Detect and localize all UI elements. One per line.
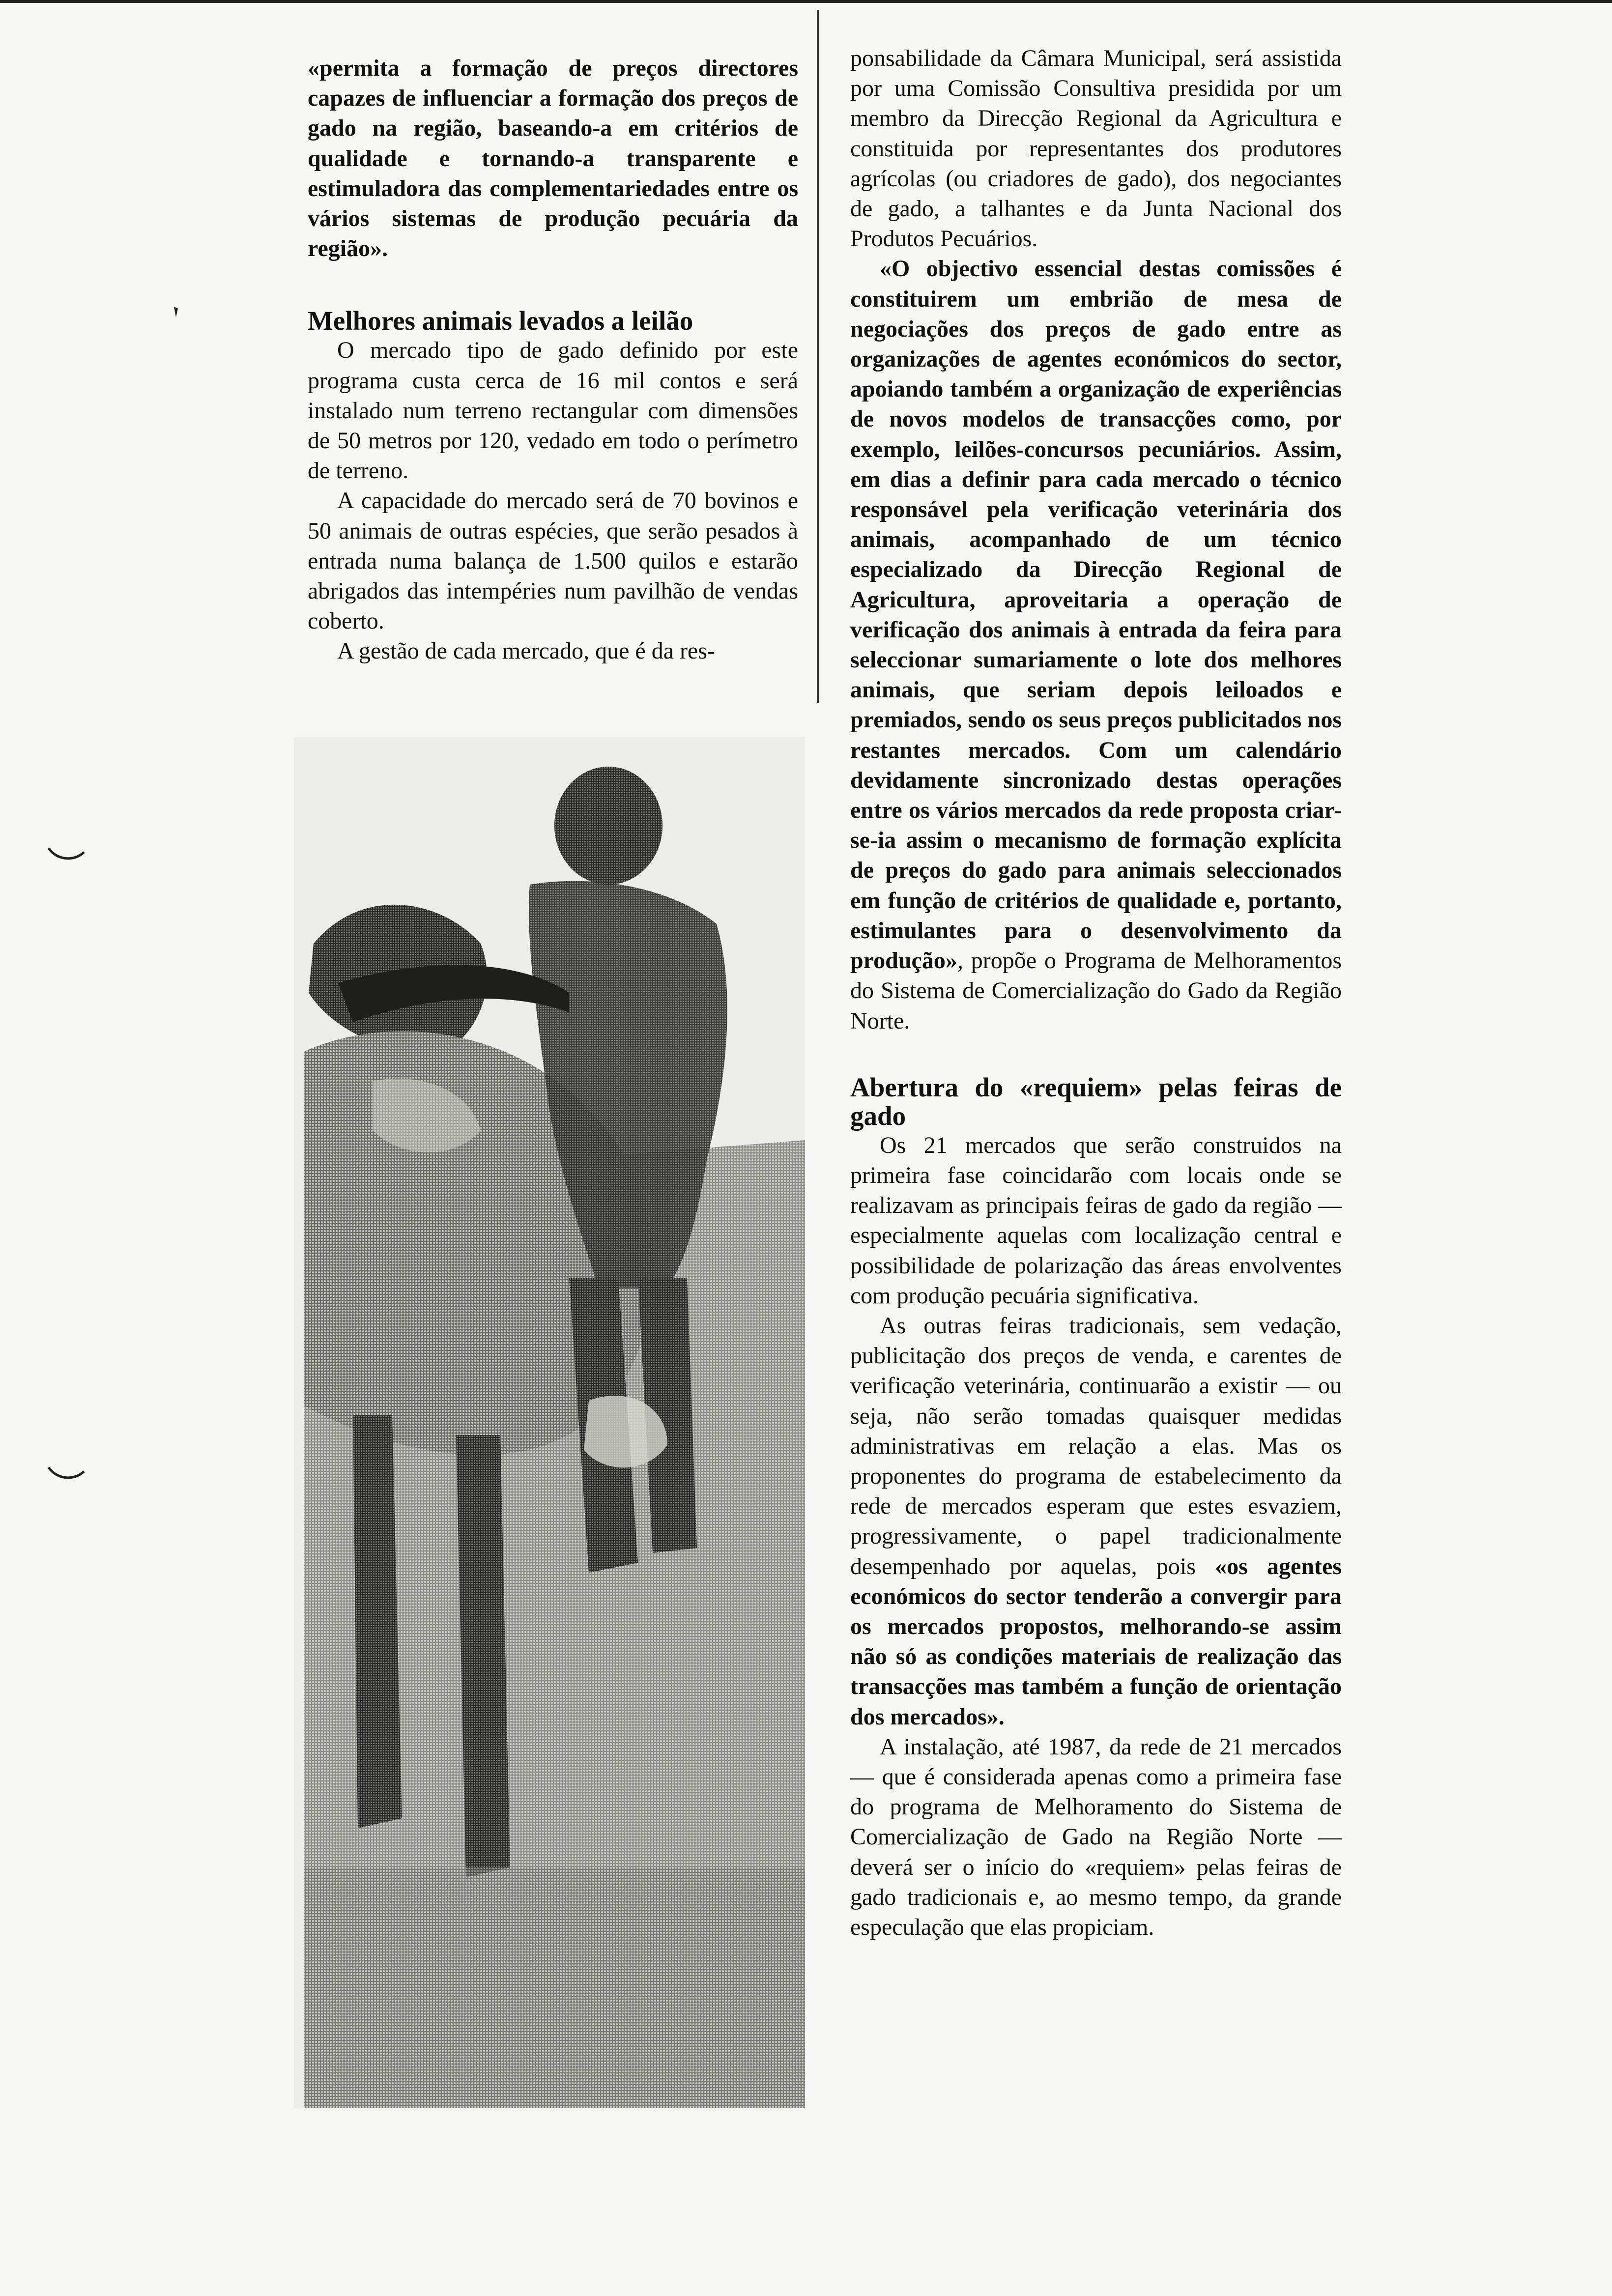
subheading-melhores-animais: Melhores animais levados a leilão [308, 306, 693, 336]
quote-paragraph: «permita a formação de preços directores capazes de influenciar a formação dos preços de gado na região, baseando-a em critérios de qualidade e tornando-a transparente e estimuladora das complementariedades entre os vários sistemas de produção pecuária da região». [308, 55, 798, 262]
column-divider [817, 10, 819, 703]
margin-speck [172, 306, 180, 318]
right-paragraph-4-text: As outras feiras tradicionais, sem vedação, publicitação dos preços de venda, e carentes de verificação veterinária, continuarão a existir — ou seja, não serão tomadas quaisquer medidas administrativas em relação a elas. Mas os proponentes do programa de estabelecimento da rede de mercados esperam que estes esvaziem, progressivamente, o papel tradicionalmente desempenhado por aquelas, pois [850, 1312, 1342, 1579]
left-paragraph-3: A gestão de cada mercado, que é da res- [337, 638, 715, 664]
punch-hole-mark-top [47, 845, 86, 865]
cattle-market-photo [294, 737, 805, 2108]
right-paragraph-5: A instalação, até 1987, da rede de 21 mercados — que é considerada apenas como a primeira fase do programa de Melhoramento do Sistema de Comercialização de Gado na Região Norte — deverá ser o início do «requiem» pelas feiras de gado tradicionais e, ao mesmo tempo, da grande especulação que elas propiciam. [850, 1733, 1342, 1940]
left-paragraph-2: A capacidade do mercado será de 70 bovinos e 50 animais de outras espécies, que serão pesados à entrada numa balança de 1.500 quilos e estarão abrigados das intempéries num pavilhão de vendas coberto. [308, 488, 798, 634]
page-top-border [0, 0, 1612, 3]
right-column [850, 43, 1342, 1942]
punch-hole-mark-bottom [47, 1464, 86, 1484]
subheading-abertura-requiem: Abertura do «requiem» pelas feiras de gado [850, 1072, 1342, 1131]
right-paragraph-2 [850, 254, 1342, 1035]
left-paragraph-1: O mercado tipo de gado definido por este programa custa cerca de 16 mil contos e será instalado num terreno rectangular com dimensões de 50 metros por 120, vedado em todo o perímetro de terreno. [308, 337, 798, 484]
left-column [308, 53, 798, 666]
right-paragraph-2-attribution: , propõe o Programa de Melhoramentos do Sistema de Comercialização do Gado da Região Norte. [850, 947, 1342, 1034]
right-paragraph-4 [850, 1311, 1342, 1732]
right-paragraph-4-quote: «os agentes económicos do sector tenderão a convergir para os mercados propostos, melhorando-se assim não só as condições materiais de realização das transacções mas também a função de orientação dos mercados». [850, 1553, 1342, 1730]
photo-image [294, 737, 805, 2108]
right-paragraph-2-quote: «O objectivo essencial destas comissões é constituirem um embrião de mesa de negociações dos preços de gado entre as organizações de agentes económicos do sector, apoiando também a organização de experiências de novos modelos de transacções como, por exemplo, leilões-concursos pecuniários. Assim, em dias a definir para cada mercado o técnico responsável pela verificação veterinária dos animais, acompanhado de um técnico especializado da Direcção Regional de Agricultura, aproveitaria a operação de verificação dos animais à entrada da feira para seleccionar sumariamente o lote dos melhores animais, que seriam depois leiloados e premiados, sendo os seus preços publicitados nos restantes mercados. Com um calendário devidamente sincronizado destas operações entre os vários mercados da rede proposta criar-se-ia assim o mecanismo de formação explícita de preços do gado para animais seleccionados em função de critérios de qualidade e, portanto, estimulantes para o desenvolvimento da produção» [850, 256, 1342, 974]
right-paragraph-3: Os 21 mercados que serão construidos na primeira fase coincidarão com locais onde se realizavam as principais feiras de gado da região — especialmente aquelas com localização central e possibilidade de polarização das áreas envolventes com produção pecuária significativa. [850, 1132, 1342, 1309]
right-paragraph-1: ponsabilidade da Câmara Municipal, será assistida por uma Comissão Consultiva presidida por um membro da Direcção Regional da Agricultura e constituida por representantes dos produtores agrícolas (ou criadores de gado), dos negociantes de gado, a talhantes e da Junta Nacional dos Produtos Pecuários. [850, 45, 1342, 252]
